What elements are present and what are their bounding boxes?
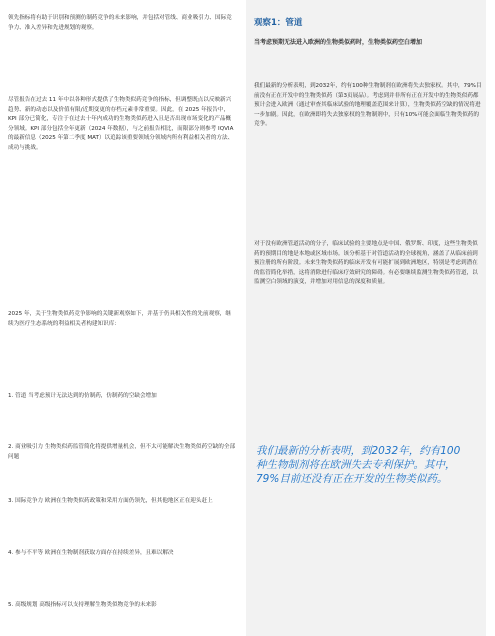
intro-paragraph: 领先指标将有助于识别和预测仿制药竞争的未来影响，并包括对管线、商业吸引力、国际竞争力、准入差异和先进规划的观察。 — [8, 15, 232, 31]
observations-intro-paragraph: 2025 年，关于生物类似药竞争影响的关键新观察如下，并基于仍具相关性的先前观察，继续为医疗生态系统的利益相关者构建知识库： — [8, 311, 231, 327]
report-summary-paragraph: 尽管报告在过去 11 年中以各种形式提供了生物类似药竞争的指标，但调整既点以反映新兴趋势、新的动态以及价值有限/近期变更的存档元素非常重要。因此，在 2025 年报告中，KPI 部分已简化，专注于在过去十年内成功的生物类似药进入且是否出现市场变化的产品概分领域。KPI 部分包括全年更新（2024 年数据），与之前报告相比，而限部分则参考 IQVIA 的最新信息（2025 年第二季度 MAT）以追踪该重要领域分领域内所有利益相关者的方法、成功与挑战。 — [8, 97, 234, 151]
observation-item-5: 5. 高级规划 高级指标可以支持理解生物类似物竞争的未来影 — [8, 602, 157, 608]
observation-item-2: 2. 商业吸引力 生物类似药监管简化将提供增量机会，但不太可能解决生物类似药空缺的全部问题 — [8, 444, 236, 460]
pull-quote: 我们最新的分析表明，到2032年，约有100种生物制剂将在欧洲失去专利保护。其中，79%目前还没有正在开发的生物类似药。 — [256, 445, 461, 485]
observation-subheading: 当考虑预期无法进入欧洲的生物类似药时，生物类似药空白增加 — [254, 39, 423, 46]
observation-heading: 观察1：管道 — [254, 18, 303, 28]
right-column — [246, 0, 486, 636]
pipeline-paragraph: 对于没有欧洲管道活动的分子，临床试验的主要地点是中国、俄罗斯、印度，这些生物类似药的预期目的地是本地或区域市场。该分析基于对管道活动的全球视角，涵盖了从临床前到预注册的所有阶段。未来生物类似药的临床开发有可能扩展到欧洲地区，特别是考虑到潜在的监管简化举措，这将消除进行临床疗效研究的障碍。有必要继续监测生物类似药管道，以监测空白领域的演变，并增加对用信息的深度和质量。 — [254, 241, 478, 286]
observation-item-3: 3. 国际竞争力 欧洲在生物类似药政策和采用方面仍领先，但其他地区正在迎头赶上 — [8, 498, 213, 504]
observation-item-1: 1. 管道 当考虑预计无法达到的仿制药，仿制药的空缺会增加 — [8, 393, 157, 399]
analysis-paragraph: 我们最新的分析表明，到2032年，约有100种生物制剂在欧洲将失去独家权。其中，79%目前没有正在开发中的生物类似药（第3页展品）。考虑到并非所有正在开发中的生物类似药都预计会进入欧洲（通过审查其临床试验的地理覆盖范围来计算），生物类似药空缺的情况将进一步加剧。因此，在欧洲即将失去独家权的生物制剂中，只有10%可能会面临生物类似药的竞争。 — [254, 83, 482, 128]
observation-item-4: 4. 参与不平等 欧洲在生物制剂获取方面存在持续差异，且难以解决 — [8, 550, 174, 556]
